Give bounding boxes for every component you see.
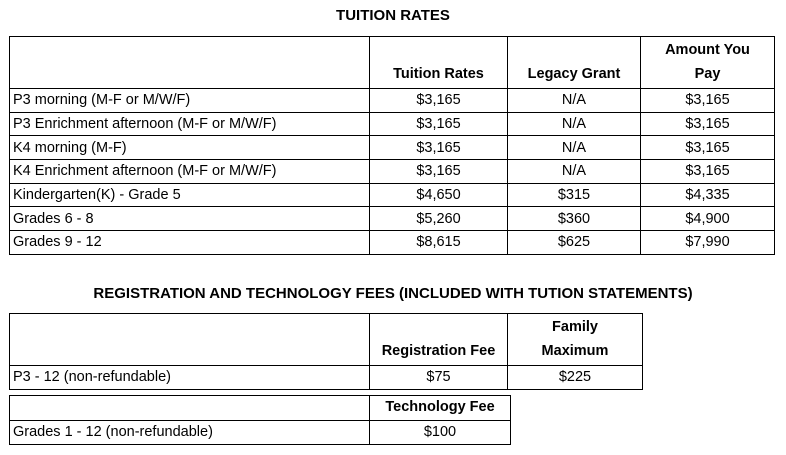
program-cell: Kindergarten(K) - Grade 5 — [10, 183, 370, 207]
table-row — [10, 136, 775, 160]
program-cell: P3 morning (M-F or M/W/F) — [10, 89, 370, 113]
program-cell: Grades 1 - 12 (non-refundable) — [10, 421, 370, 445]
table-row — [10, 112, 775, 136]
technology-fee-table — [9, 395, 511, 445]
table-row — [10, 89, 775, 113]
tuition-cell: $8,615 — [370, 231, 508, 255]
tuition-rates-title: TUITION RATES — [336, 7, 450, 24]
grant-cell: N/A — [508, 89, 641, 113]
registration-fees-title: REGISTRATION AND TECHNOLOGY FEES (INCLUDED WITH TUTION STATEMENTS) — [93, 285, 693, 302]
table-header-row — [10, 314, 643, 366]
grant-cell: $360 — [508, 207, 641, 231]
registration-fee-cell: $75 — [370, 366, 508, 390]
pay-cell: $3,165 — [641, 136, 775, 160]
tuition-cell: $3,165 — [370, 160, 508, 184]
tuition-rates-header: Tuition Rates — [370, 37, 508, 89]
family-header-line2: Maximum — [541, 343, 609, 359]
pay-cell: $3,165 — [641, 112, 775, 136]
table-header-row — [10, 396, 511, 421]
grant-cell: $315 — [508, 183, 641, 207]
legacy-grant-header: Legacy Grant — [508, 37, 641, 89]
technology-fee-cell: $100 — [370, 421, 511, 445]
tuition-cell: $4,650 — [370, 183, 508, 207]
amount-header-line2: Pay — [694, 66, 721, 82]
grant-cell: N/A — [508, 160, 641, 184]
tuition-cell: $3,165 — [370, 136, 508, 160]
tuition-rates-table — [9, 36, 775, 255]
program-cell: P3 - 12 (non-refundable) — [10, 366, 370, 390]
registration-fee-header: Registration Fee — [370, 314, 508, 366]
table-header-row — [10, 37, 775, 89]
tuition-cell: $3,165 — [370, 89, 508, 113]
family-maximum-header — [508, 314, 643, 366]
table-row — [10, 160, 775, 184]
program-cell: Grades 9 - 12 — [10, 231, 370, 255]
program-cell: K4 Enrichment afternoon (M-F or M/W/F) — [10, 160, 370, 184]
tuition-cell: $3,165 — [370, 112, 508, 136]
family-maximum-cell: $225 — [508, 366, 643, 390]
amount-header-line1: Amount You — [665, 42, 750, 58]
table-row — [10, 421, 511, 445]
program-cell: K4 morning (M-F) — [10, 136, 370, 160]
program-header-cell — [10, 37, 370, 89]
technology-fee-header: Technology Fee — [370, 396, 511, 421]
grant-cell: $625 — [508, 231, 641, 255]
program-cell: P3 Enrichment afternoon (M-F or M/W/F) — [10, 112, 370, 136]
table-row — [10, 207, 775, 231]
pay-cell: $3,165 — [641, 89, 775, 113]
pay-cell: $7,990 — [641, 231, 775, 255]
program-header-cell — [10, 396, 370, 421]
program-cell: Grades 6 - 8 — [10, 207, 370, 231]
table-row — [10, 366, 643, 390]
pay-cell: $3,165 — [641, 160, 775, 184]
program-header-cell — [10, 314, 370, 366]
registration-fee-table — [9, 313, 643, 390]
amount-you-pay-header — [641, 37, 775, 89]
family-header-line1: Family — [552, 319, 598, 335]
table-row — [10, 231, 775, 255]
table-row — [10, 183, 775, 207]
grant-cell: N/A — [508, 112, 641, 136]
pay-cell: $4,900 — [641, 207, 775, 231]
grant-cell: N/A — [508, 136, 641, 160]
tuition-cell: $5,260 — [370, 207, 508, 231]
pay-cell: $4,335 — [641, 183, 775, 207]
